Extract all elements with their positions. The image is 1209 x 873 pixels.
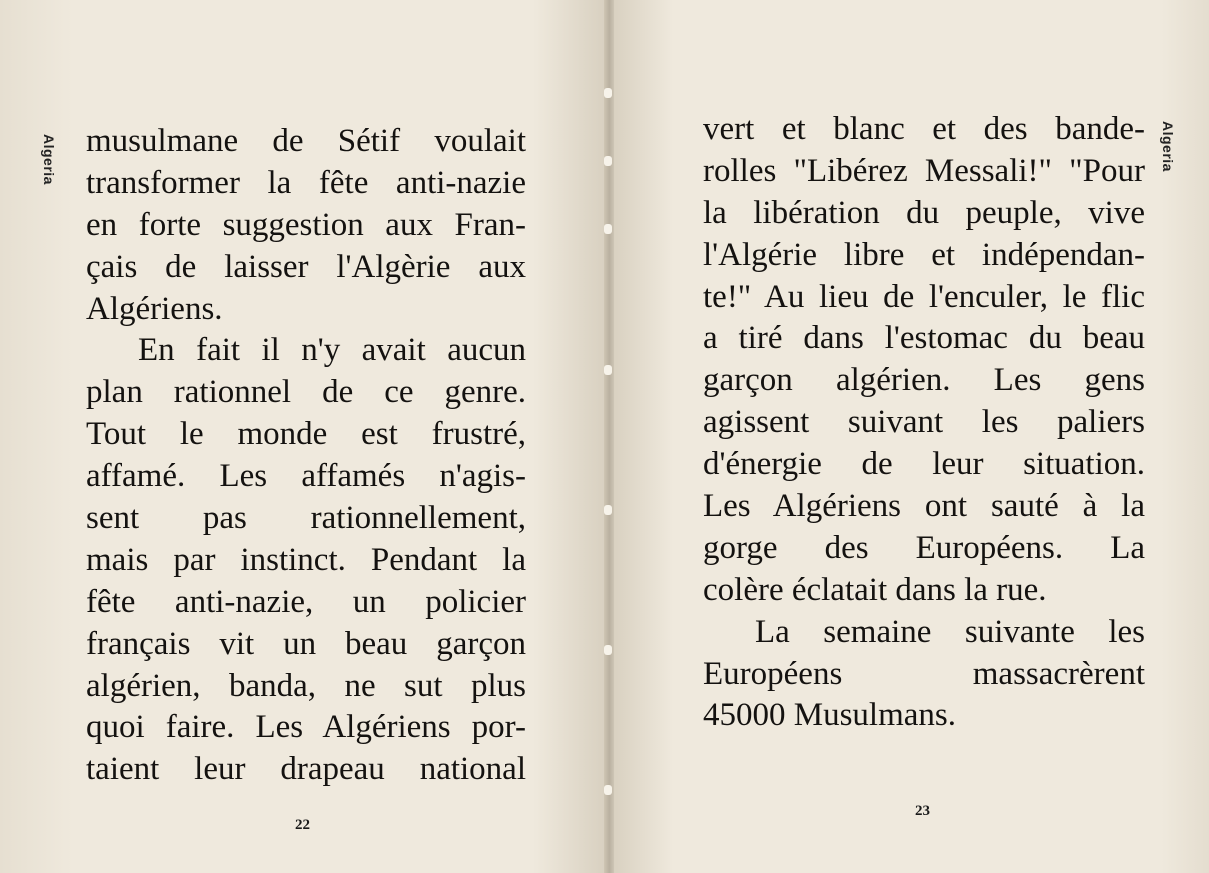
text-line: çais de laisser l'Algèrie aux [86,248,526,285]
text-line: l'Algérie libre et indépendan- [703,236,1145,273]
text-line: agissent suivant les paliers [703,404,1145,441]
text-line: sent pas rationnellement, [86,500,526,537]
text-line: garçon algérien. Les gens [703,362,1145,399]
text-line: taient leur drapeau national [86,751,526,788]
text-line: français vit un beau garçon [86,625,526,662]
text-line: En fait il n'y avait aucun [138,332,526,369]
text-line: en forte suggestion aux Fran- [86,206,526,243]
text-line: musulmane de Sétif voulait [86,123,526,159]
text-line: quoi faire. Les Algériens por- [86,709,526,746]
right-body-text [703,109,1145,737]
left-body-text [86,121,526,791]
left-page-number: 22 [295,817,310,833]
right-running-head: Algeria [1160,121,1176,172]
text-line: te!" Au lieu de l'enculer, le flic [703,278,1145,315]
text-line: Algériens. [86,290,223,327]
text-line: d'énergie de leur situation. [703,446,1145,483]
binding-stitch [604,785,612,795]
binding-stitch [604,645,612,655]
text-line: colère éclatait dans la rue. [703,571,1047,608]
text-line: Les Algériens ont sauté à la [703,488,1145,525]
binding-stitch [604,505,612,515]
text-line: a tiré dans l'estomac du beau [703,320,1145,357]
binding-stitch [604,156,612,166]
text-line: fête anti-nazie, un policier [86,583,526,620]
text-line: La semaine suivante les [755,613,1145,650]
text-line: transformer la fête anti-nazie [86,164,526,201]
text-line: affamé. Les affamés n'agis- [86,458,526,495]
text-line: 45000 Musulmans. [703,697,957,734]
right-page [614,0,1209,873]
text-line: Européens massacrèrent [703,655,1145,692]
text-line: algérien, banda, ne sut plus [86,667,526,704]
text-line: la libération du peuple, vive [703,194,1145,231]
text-line: mais par instinct. Pendant la [86,541,526,578]
binding-stitch [604,88,612,98]
binding-stitch [604,365,612,375]
text-line: plan rationnel de ce genre. [86,374,526,411]
text-line: gorge des Européens. La [703,529,1145,566]
left-running-head: Algeria [41,134,57,185]
text-line: vert et blanc et des bande- [703,111,1145,147]
text-line: Tout le monde est frustré, [86,416,526,453]
binding-stitch [604,224,612,234]
text-line: rolles "Libérez Messali!" "Pour [703,152,1145,189]
right-page-number: 23 [915,803,930,819]
